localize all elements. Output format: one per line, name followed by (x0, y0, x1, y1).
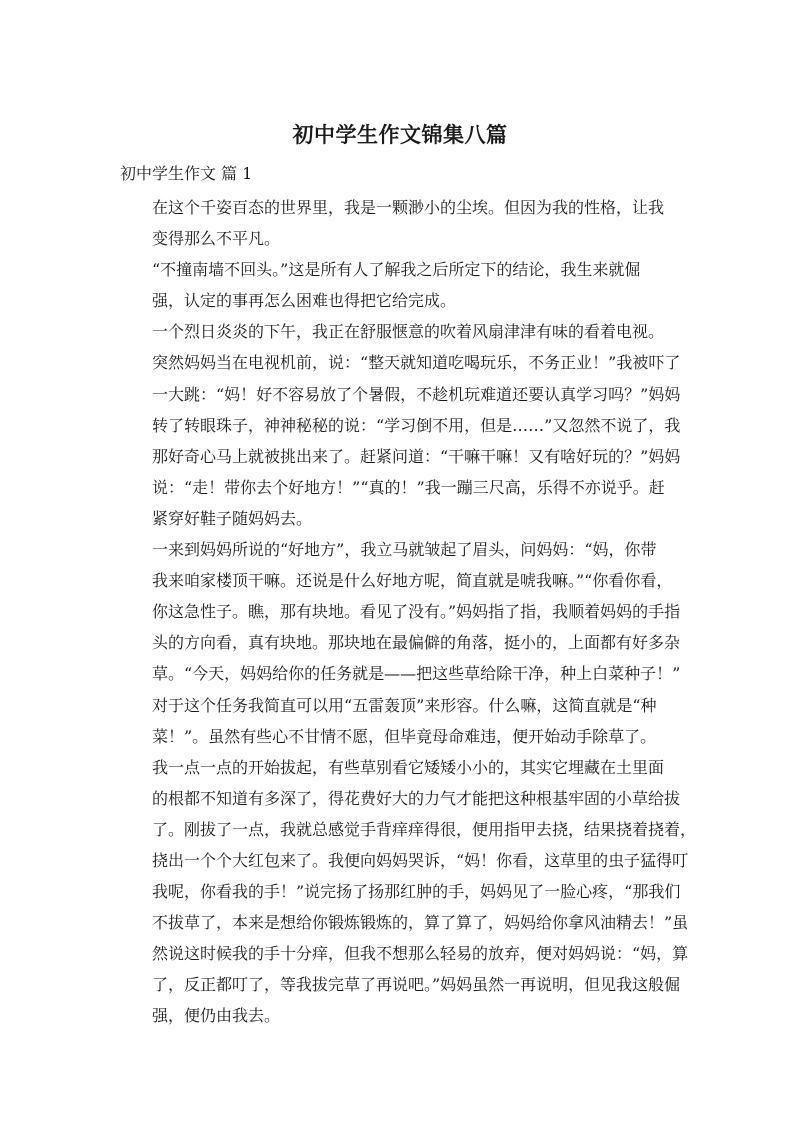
text-line: 突然妈妈当在电视机前，说：“整天就知道吃喝玩乐，不务正业！”我被吓了 (152, 353, 681, 373)
paragraph-1 (120, 192, 683, 254)
paragraph-2 (120, 254, 683, 316)
text-line: 一大跳：“妈！好不容易放了个暑假，不趁机玩难道还要认真学习吗？”妈妈 (152, 384, 681, 404)
section-heading: 初中学生作文 篇 1 (120, 164, 253, 183)
text-line: 然说这时候我的手十分痒，但我不想那么轻易的放弃，便对妈妈说：“妈，算 (152, 944, 689, 964)
text-line: 对于这个任务我简直可以用“五雷轰顶”来形容。什么嘛，这简直就是“种 (152, 695, 657, 715)
text-line: 那好奇心马上就被挑出来了。赶紧问道：“干嘛干嘛！又有啥好玩的？”妈妈 (152, 446, 681, 466)
text-line: 头的方向看，真有块地。那块地在最偏僻的角落，挺小的，上面都有好多杂 (152, 633, 681, 653)
text-line: 一来到妈妈所说的“好地方”，我立马就皱起了眉头，问妈妈：“妈，你带 (152, 540, 657, 560)
essay-body (120, 192, 697, 1032)
text-line: 菜！”。虽然有些心不甘情不愿，但毕竟母命难违，便开始动手除草了。 (152, 726, 657, 746)
paragraph-3 (120, 316, 683, 534)
text-line: “不撞南墙不回头。”这是所有人了解我之后所定下的结论，我生来就倔 (152, 260, 641, 280)
text-line: 变得那么不平凡。 (152, 229, 281, 249)
text-line: 转了转眼珠子，神神秘秘的说：“学习倒不用，但是……”又忽然不说了，我 (152, 415, 681, 435)
paragraph-4 (120, 534, 683, 752)
text-line: 我呢，你看我的手！”说完扬了扬那红肿的手，妈妈见了一脸心疼，“那我们 (152, 882, 681, 902)
text-line: 强，便仍由我去。 (152, 1006, 281, 1026)
text-line: 一个烈日炎炎的下午，我正在舒服惬意的吹着风扇津津有味的看着电视。 (152, 322, 665, 342)
text-line: 草。“今天，妈妈给你的任务就是——把这些草给除干净，种上白菜种子！” (152, 664, 681, 684)
text-line: 不拔草了，本来是想给你锻炼锻炼的，算了算了，妈妈给你拿风油精去！”虽 (152, 913, 689, 933)
text-line: 挠出一个个大红包来了。我便向妈妈哭诉，“妈！你看，这草里的虫子猛得叮 (152, 850, 689, 870)
document-title: 初中学生作文锦集八篇 (292, 123, 508, 147)
text-line: 了，反正都叮了，等我拔完草了再说吧。”妈妈虽然一再说明，但见我这般倔 (152, 975, 681, 995)
paragraph-5 (120, 752, 697, 1032)
text-line: 在这个千姿百态的世界里，我是一颗渺小的尘埃。但因为我的性格，让我 (152, 198, 665, 217)
text-line: 强，认定的事再怎么困难也得把它给完成。 (152, 291, 457, 311)
text-line: 的根都不知道有多深了，得花费好大的力气才能把这种根基牢固的小草给拔 (152, 788, 681, 808)
text-line: 说：“走！带你去个好地方！”“真的！”我一蹦三尺高，乐得不亦说乎。赶 (152, 477, 665, 497)
text-line: 你这急性子。瞧，那有块地。看见了没有。”妈妈指了指，我顺着妈妈的手指 (152, 602, 681, 622)
text-line: 我一点一点的开始拔起，有些草别看它矮矮小小的，其实它埋藏在土里面 (152, 757, 665, 777)
text-line: 了。刚拔了一点，我就总感觉手背痒痒得很，便用指甲去挠，结果挠着挠着， (152, 819, 697, 839)
text-line: 我来咱家楼顶干嘛。还说是什么好地方呢，简直就是唬我嘛。”“你看你看， (152, 571, 673, 591)
text-line: 紧穿好鞋子随妈妈去。 (152, 508, 313, 528)
